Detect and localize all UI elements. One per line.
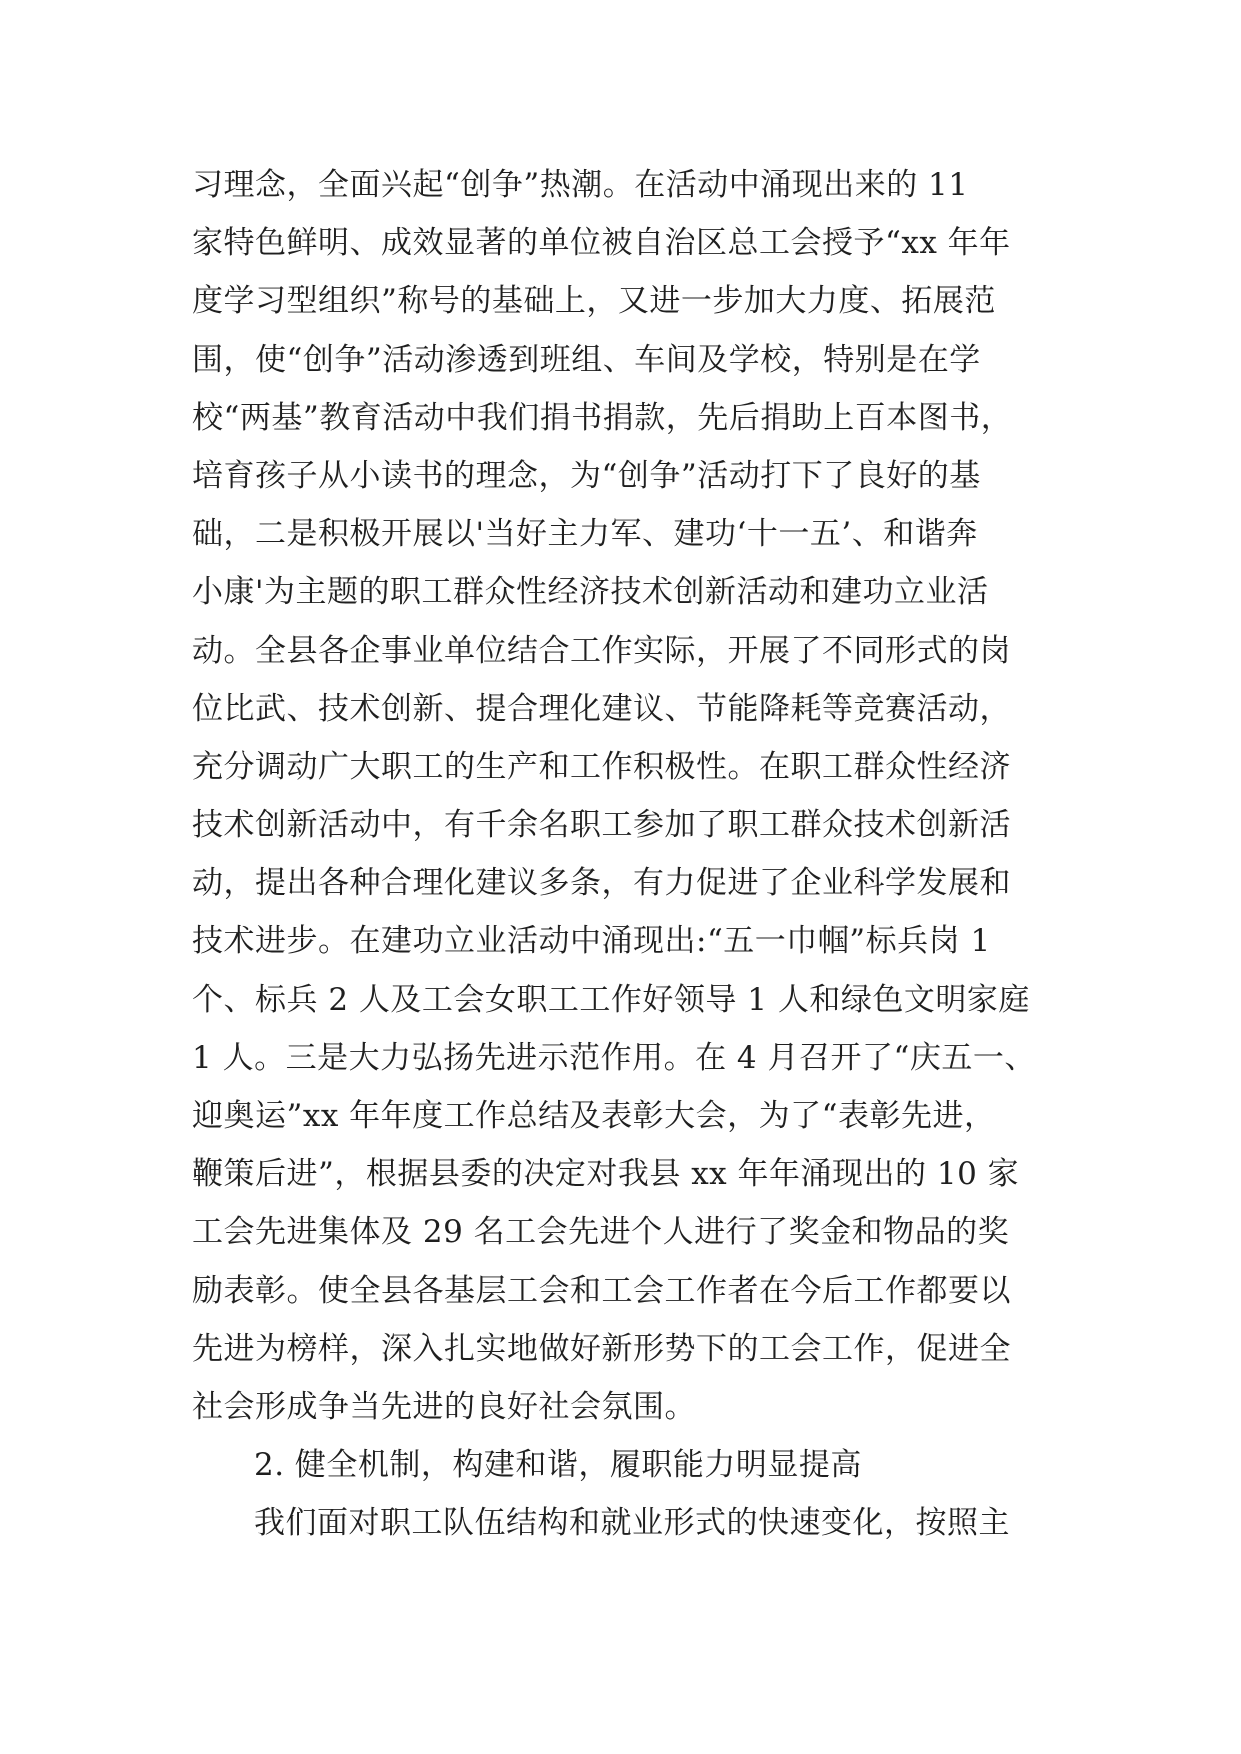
- section-heading: 2. 健全机制，构建和谐，履职能力明显提高: [254, 1447, 862, 1484]
- text-line: 培育孩子从小读书的理念，为“创争”活动打下了良好的基: [192, 457, 981, 494]
- text-line: 先进为榜样，深入扎实地做好新形势下的工会工作，促进全: [192, 1330, 1011, 1367]
- text-line: 工会先进集体及 29 名工会先进个人进行了奖金和物品的奖: [192, 1214, 1010, 1251]
- text-line: 础，二是积极开展以'当好主力军、建功‘十一五’、和谐奔: [192, 516, 978, 553]
- text-line: 个、标兵 2 人及工会女职工工作好领导 1 人和绿色文明家庭: [192, 981, 1030, 1018]
- text-line: 度学习型组织”称号的基础上，又进一步加大力度、拓展范: [192, 283, 996, 320]
- paragraph-first-line: 我们面对职工队伍结构和就业形式的快速变化，按照主: [254, 1505, 1010, 1542]
- text-line: 动。全县各企事业单位结合工作实际，开展了不同形式的岗: [192, 632, 1011, 669]
- text-line: 励表彰。使全县各基层工会和工会工作者在今后工作都要以: [192, 1272, 1011, 1309]
- text-line: 迎奥运”xx 年年度工作总结及表彰大会，为了“表彰先进，: [192, 1098, 996, 1134]
- text-line: 位比武、技术创新、提合理化建议、节能降耗等竞赛活动，: [192, 690, 1011, 727]
- text-line: 动，提出各种合理化建议多条，有力促进了企业科学发展和: [192, 865, 1011, 902]
- text-line: 围，使“创争”活动渗透到班组、车间及学校，特别是在学: [192, 341, 981, 378]
- text-line: 家特色鲜明、成效显著的单位被自治区总工会授予“xx 年年: [192, 225, 1011, 262]
- text-line: 鞭策后进”，根据县委的决定对我县 xx 年年涌现出的 10 家: [192, 1156, 1020, 1193]
- text-line: 1 人。三是大力弘扬先进示范作用。在 4 月召开了“庆五一、: [192, 1039, 1036, 1076]
- text-line: 技术进步。在建功立业活动中涌现出:“五一巾帼”标兵岗 1: [192, 923, 991, 960]
- document-body: [192, 156, 1072, 1553]
- text-line: 充分调动广大职工的生产和工作积极性。在职工群众性经济: [192, 748, 1011, 785]
- text-line: 校“两基”教育活动中我们捐书捐款，先后捐助上百本图书，: [192, 399, 1013, 436]
- text-line: 社会形成争当先进的良好社会氛围。: [192, 1388, 696, 1425]
- text-line: 习理念，全面兴起“创争”热潮。在活动中涌现出来的 11: [192, 167, 969, 203]
- text-line: 小康'为主题的职工群众性经济技术创新活动和建功立业活: [192, 574, 989, 611]
- text-line: 技术创新活动中，有千余名职工参加了职工群众技术创新活: [192, 807, 1011, 844]
